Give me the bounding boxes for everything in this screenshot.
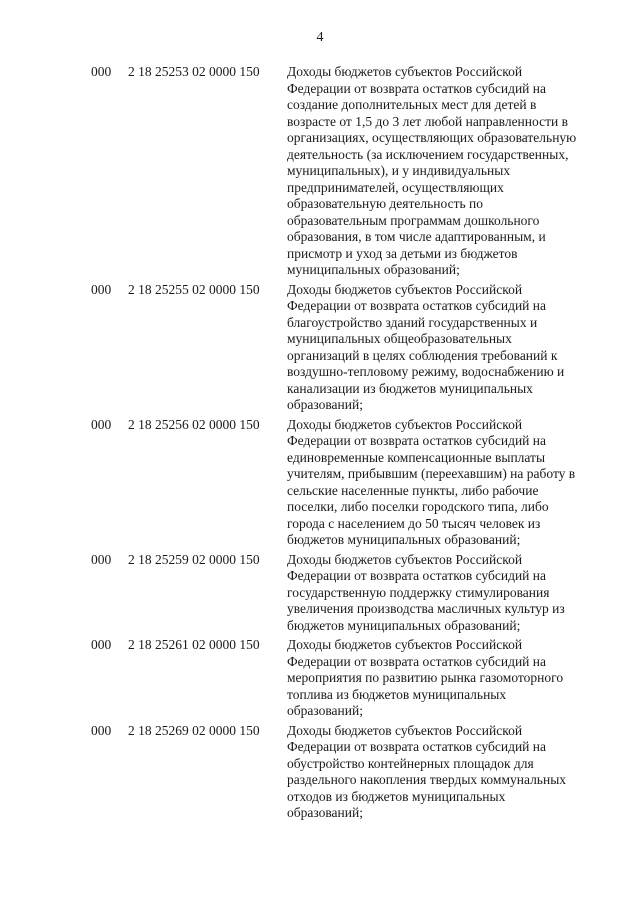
description-line: Доходы бюджетов субъектов Российской (287, 416, 523, 432)
description-line: деятельность (за исключением государственных, (287, 146, 569, 162)
description-line: единовременные компенсационные выплаты (287, 449, 546, 465)
description-line: присмотр и уход за детьми из бюджетов (287, 245, 518, 261)
description-line: обустройство контейнерных площадок для (287, 755, 534, 771)
description-line: Доходы бюджетов субъектов Российской (287, 281, 523, 297)
description-line: воздушно-тепловому режиму, водоснабжению и (287, 364, 565, 379)
description-line: увеличения производства масличных культур из (287, 601, 565, 616)
budget-classification-code: 2 18 25259 02 0000 150 (128, 551, 260, 567)
admin-code: 000 (91, 281, 112, 297)
description-line: создание дополнительных мест для детей в (287, 97, 537, 112)
description-line: предпринимателей, осуществляющих (287, 179, 504, 195)
description-line: государственную поддержку стимулирования (287, 584, 550, 600)
revenue-description (287, 417, 587, 549)
revenue-description (287, 637, 587, 720)
admin-code: 000 (91, 551, 112, 567)
description-line: Федерации от возврата остатков субсидий на (287, 298, 546, 313)
revenue-description (287, 64, 587, 279)
description-line: Доходы бюджетов субъектов Российской (287, 64, 523, 79)
admin-code: 000 (91, 64, 112, 79)
description-line: Доходы бюджетов субъектов Российской (287, 722, 523, 738)
description-line: организаций в целях соблюдения требований к (287, 347, 558, 363)
description-line: муниципальных образований; (287, 262, 460, 277)
description-line: образований; (287, 397, 363, 412)
revenue-code-entry (0, 64, 640, 279)
description-line: Федерации от возврата остатков субсидий на (287, 80, 546, 96)
revenue-code-list (0, 64, 640, 825)
description-line: Доходы бюджетов субъектов Российской (287, 551, 523, 567)
page-number: 4 (316, 30, 324, 45)
description-line: бюджетов муниципальных образований; (287, 617, 521, 633)
description-line: города с населением до 50 тысяч человек из (287, 515, 541, 531)
budget-classification-code: 2 18 25269 02 0000 150 (128, 722, 260, 738)
description-line: Федерации от возврата остатков субсидий на (287, 568, 546, 583)
description-line: канализации из бюджетов муниципальных (287, 380, 533, 396)
description-line: Доходы бюджетов субъектов Российской (287, 637, 523, 652)
revenue-description (287, 723, 587, 822)
revenue-code-entry (0, 552, 640, 635)
description-line: муниципальных общеобразовательных (287, 331, 512, 346)
budget-classification-code: 2 18 25253 02 0000 150 (128, 64, 260, 79)
description-line: Федерации от возврата остатков субсидий на (287, 653, 546, 669)
description-line: образовательную деятельность по (287, 196, 483, 211)
admin-code: 000 (91, 722, 112, 738)
description-line: муниципальных), и у индивидуальных (287, 163, 511, 178)
description-line: благоустройство зданий государственных и (287, 314, 538, 330)
description-line: образовательным программам дошкольного (287, 212, 540, 228)
revenue-description (287, 282, 587, 414)
description-line: возрасте от 1,5 до 3 лет любой направленности в (287, 113, 568, 129)
description-line: бюджетов муниципальных образований; (287, 532, 521, 547)
description-line: образований; (287, 805, 363, 820)
description-line: поселки, либо поселки городского типа, либо (287, 499, 549, 514)
revenue-description (287, 552, 587, 635)
revenue-code-entry (0, 417, 640, 549)
budget-classification-code: 2 18 25255 02 0000 150 (128, 281, 260, 297)
description-line: Федерации от возврата остатков субсидий на (287, 433, 546, 448)
description-line: учителям, прибывшим (переехавшим) на работу в (287, 466, 576, 481)
description-line: раздельного накопления твердых коммунальных (287, 772, 567, 787)
description-line: организациях, осуществляющих образовательную (287, 130, 577, 145)
budget-classification-code: 2 18 25261 02 0000 150 (128, 637, 260, 652)
description-line: топлива из бюджетов муниципальных (287, 686, 507, 702)
description-line: образования, в том числе адаптированным, и (287, 229, 546, 244)
description-line: отходов из бюджетов муниципальных (287, 788, 506, 804)
description-line: мероприятия по развитию рынка газомоторного (287, 670, 564, 685)
description-line: сельские населенные пункты, либо рабочие (287, 482, 539, 498)
admin-code: 000 (91, 637, 112, 652)
description-line: образований; (287, 703, 363, 718)
revenue-code-entry (0, 637, 640, 720)
description-line: Федерации от возврата остатков субсидий на (287, 739, 546, 754)
budget-classification-code: 2 18 25256 02 0000 150 (128, 416, 260, 432)
revenue-code-entry (0, 282, 640, 414)
revenue-code-entry (0, 723, 640, 822)
admin-code: 000 (91, 416, 112, 432)
